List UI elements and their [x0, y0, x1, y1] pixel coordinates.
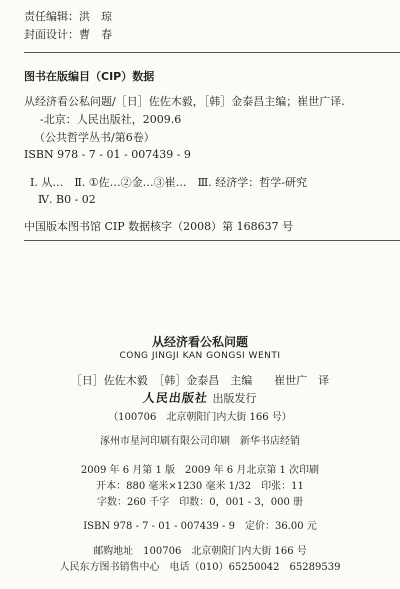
cip-heading: 图书在版编目（CIP）数据	[24, 70, 155, 83]
cip-divider	[24, 240, 400, 241]
cover-designer-credit: 封面设计：曹 春	[24, 28, 112, 41]
cip-record-number: 中国版本图书馆 CIP 数据核字（2008）第 168637 号	[24, 220, 294, 233]
sales-center-line: 人民东方图书销售中心 电话（010）65250042 65289539	[59, 562, 341, 573]
book-title: 从经济看公私问题	[151, 335, 248, 349]
publisher-logo: 人民出版社	[142, 391, 210, 405]
cip-series-line: （公共哲学丛书/第6卷）	[34, 131, 155, 144]
authors-line: ［日］佐佐木毅 ［韩］金泰昌 主编 崔世广 译	[70, 374, 330, 387]
printer-line: 涿州市星河印刷有限公司印刷 新华书店经销	[100, 436, 300, 447]
book-title-pinyin: CONG JINGJI KAN GONGSI WENTI	[119, 351, 281, 361]
top-divider	[24, 52, 400, 53]
cip-publisher-line: -北京：人民出版社，2009.6	[40, 113, 182, 126]
isbn-price-line: ISBN 978 - 7 - 01 - 007439 - 9 定价：36.00 元	[83, 521, 317, 532]
postal-address-line: 邮购地址 100706 北京朝阳门内大街 166 号	[93, 546, 307, 557]
format-line: 开本：880 毫米×1230 毫米 1/32 印张：11	[96, 481, 304, 492]
publisher-suffix: 出版发行	[212, 392, 257, 405]
publisher-line	[0, 389, 400, 406]
cip-classification-1: Ⅰ. 从… Ⅱ. ①佐…②金…③崔… Ⅲ. 经济学：哲学-研究	[30, 176, 307, 189]
word-count-line: 字数：260 千字 印数：0，001 - 3，000 册	[96, 497, 304, 508]
cip-classification-2: Ⅳ. B0 - 02	[38, 193, 96, 206]
edition-line: 2009 年 6 月第 1 版 2009 年 6 月北京第 1 次印刷	[80, 465, 320, 476]
cip-isbn: ISBN 978 - 7 - 01 - 007439 - 9	[24, 148, 191, 161]
editor-credit: 责任编辑：洪 琼	[24, 10, 112, 23]
publisher-address: （100706 北京朝阳门内大街 166 号）	[108, 412, 292, 423]
cip-title-line: 从经济看公私问题/［日］佐佐木毅，［韩］金泰昌主编；崔世广译.	[24, 95, 345, 108]
